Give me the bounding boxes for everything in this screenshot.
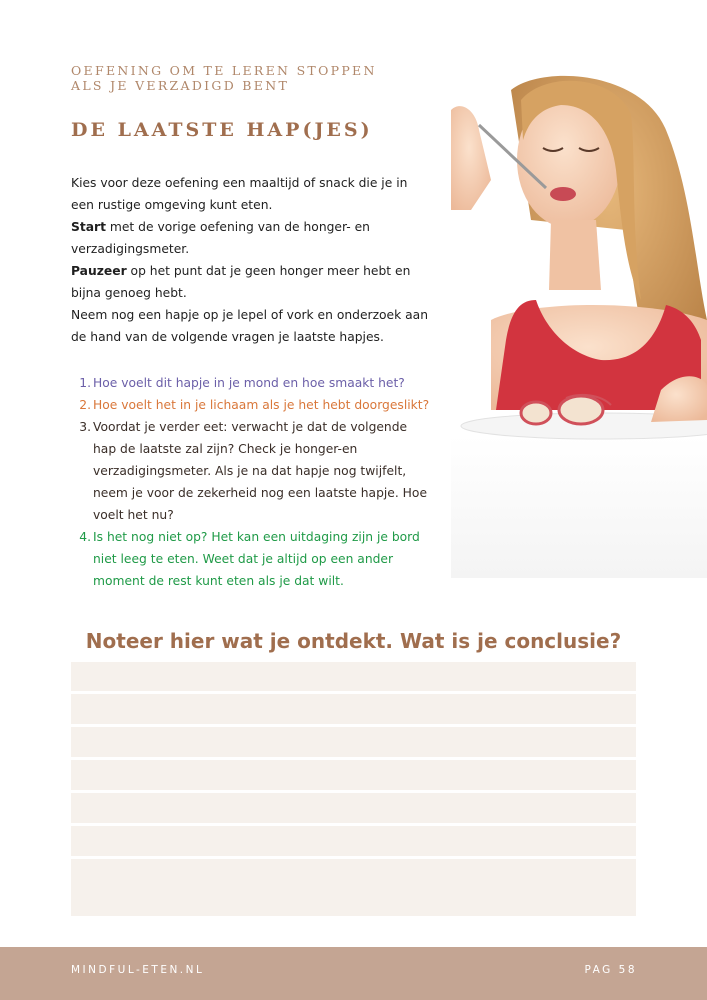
page-number: PAG 58 (584, 964, 637, 976)
intro-paragraph-1: Kies voor deze oefening een maaltijd of snack die je in een rustige omgeving kunt eten. (71, 176, 408, 212)
note-line[interactable] (71, 662, 636, 691)
question-item: 4. Is het nog niet op? Het kan een uitdaging zijn je bord niet leeg te eten. Weet dat je altijd op een ander moment de rest kunt eten als je dat wilt. (79, 530, 420, 588)
start-label: Start (71, 220, 106, 234)
note-line[interactable] (71, 727, 636, 757)
note-line[interactable] (71, 760, 636, 790)
note-line[interactable] (71, 859, 636, 916)
woman-eating-cake-photo (451, 70, 707, 578)
photo-illustration (451, 70, 707, 578)
notes-heading: Noteer hier wat je ontdekt. Wat is je conclusie? (85, 629, 622, 653)
section-eyebrow (71, 63, 411, 93)
question-item: 2. Hoe voelt het in je lichaam als je het hebt doorgeslikt? (79, 398, 430, 412)
question-list (71, 372, 431, 592)
question-item: 3. Voordat je verder eet: verwacht je dat de volgende hap de laatste zal zijn? Check je honger-en verzadigingsmeter. Als je na dat hapje nog twijfelt, neem je voor de zekerheid nog een laatste hapje. Hoe voelt het nu? (79, 420, 428, 522)
eyebrow-line-2: ALS JE VERZADIGD BENT (71, 78, 290, 93)
question-item: 1. Hoe voelt dit hapje in je mond en hoe smaakt het? (79, 376, 405, 390)
intro-paragraph-2: Start met de vorige oefening van de honger- en verzadigingsmeter. (71, 220, 370, 256)
intro-paragraph-4: Neem nog een hapje op je lepel of vork en onderzoek aan de hand van de volgende vragen je laatste hapjes. (71, 308, 429, 344)
note-line[interactable] (71, 694, 636, 724)
note-line[interactable] (71, 826, 636, 856)
note-line[interactable] (71, 793, 636, 823)
page-title: DE LAATSTE HAP(JES) (71, 119, 373, 141)
notes-writing-area[interactable] (71, 662, 636, 919)
intro-paragraph-3: Pauzeer op het punt dat je geen honger meer hebt en bijna genoeg hebt. (71, 264, 411, 300)
pause-label: Pauzeer (71, 264, 127, 278)
intro-text (71, 172, 431, 348)
site-name: MINDFUL-ETEN.NL (71, 964, 205, 976)
eyebrow-line-1: OEFENING OM TE LEREN STOPPEN (71, 63, 377, 78)
page-footer (0, 947, 707, 1000)
